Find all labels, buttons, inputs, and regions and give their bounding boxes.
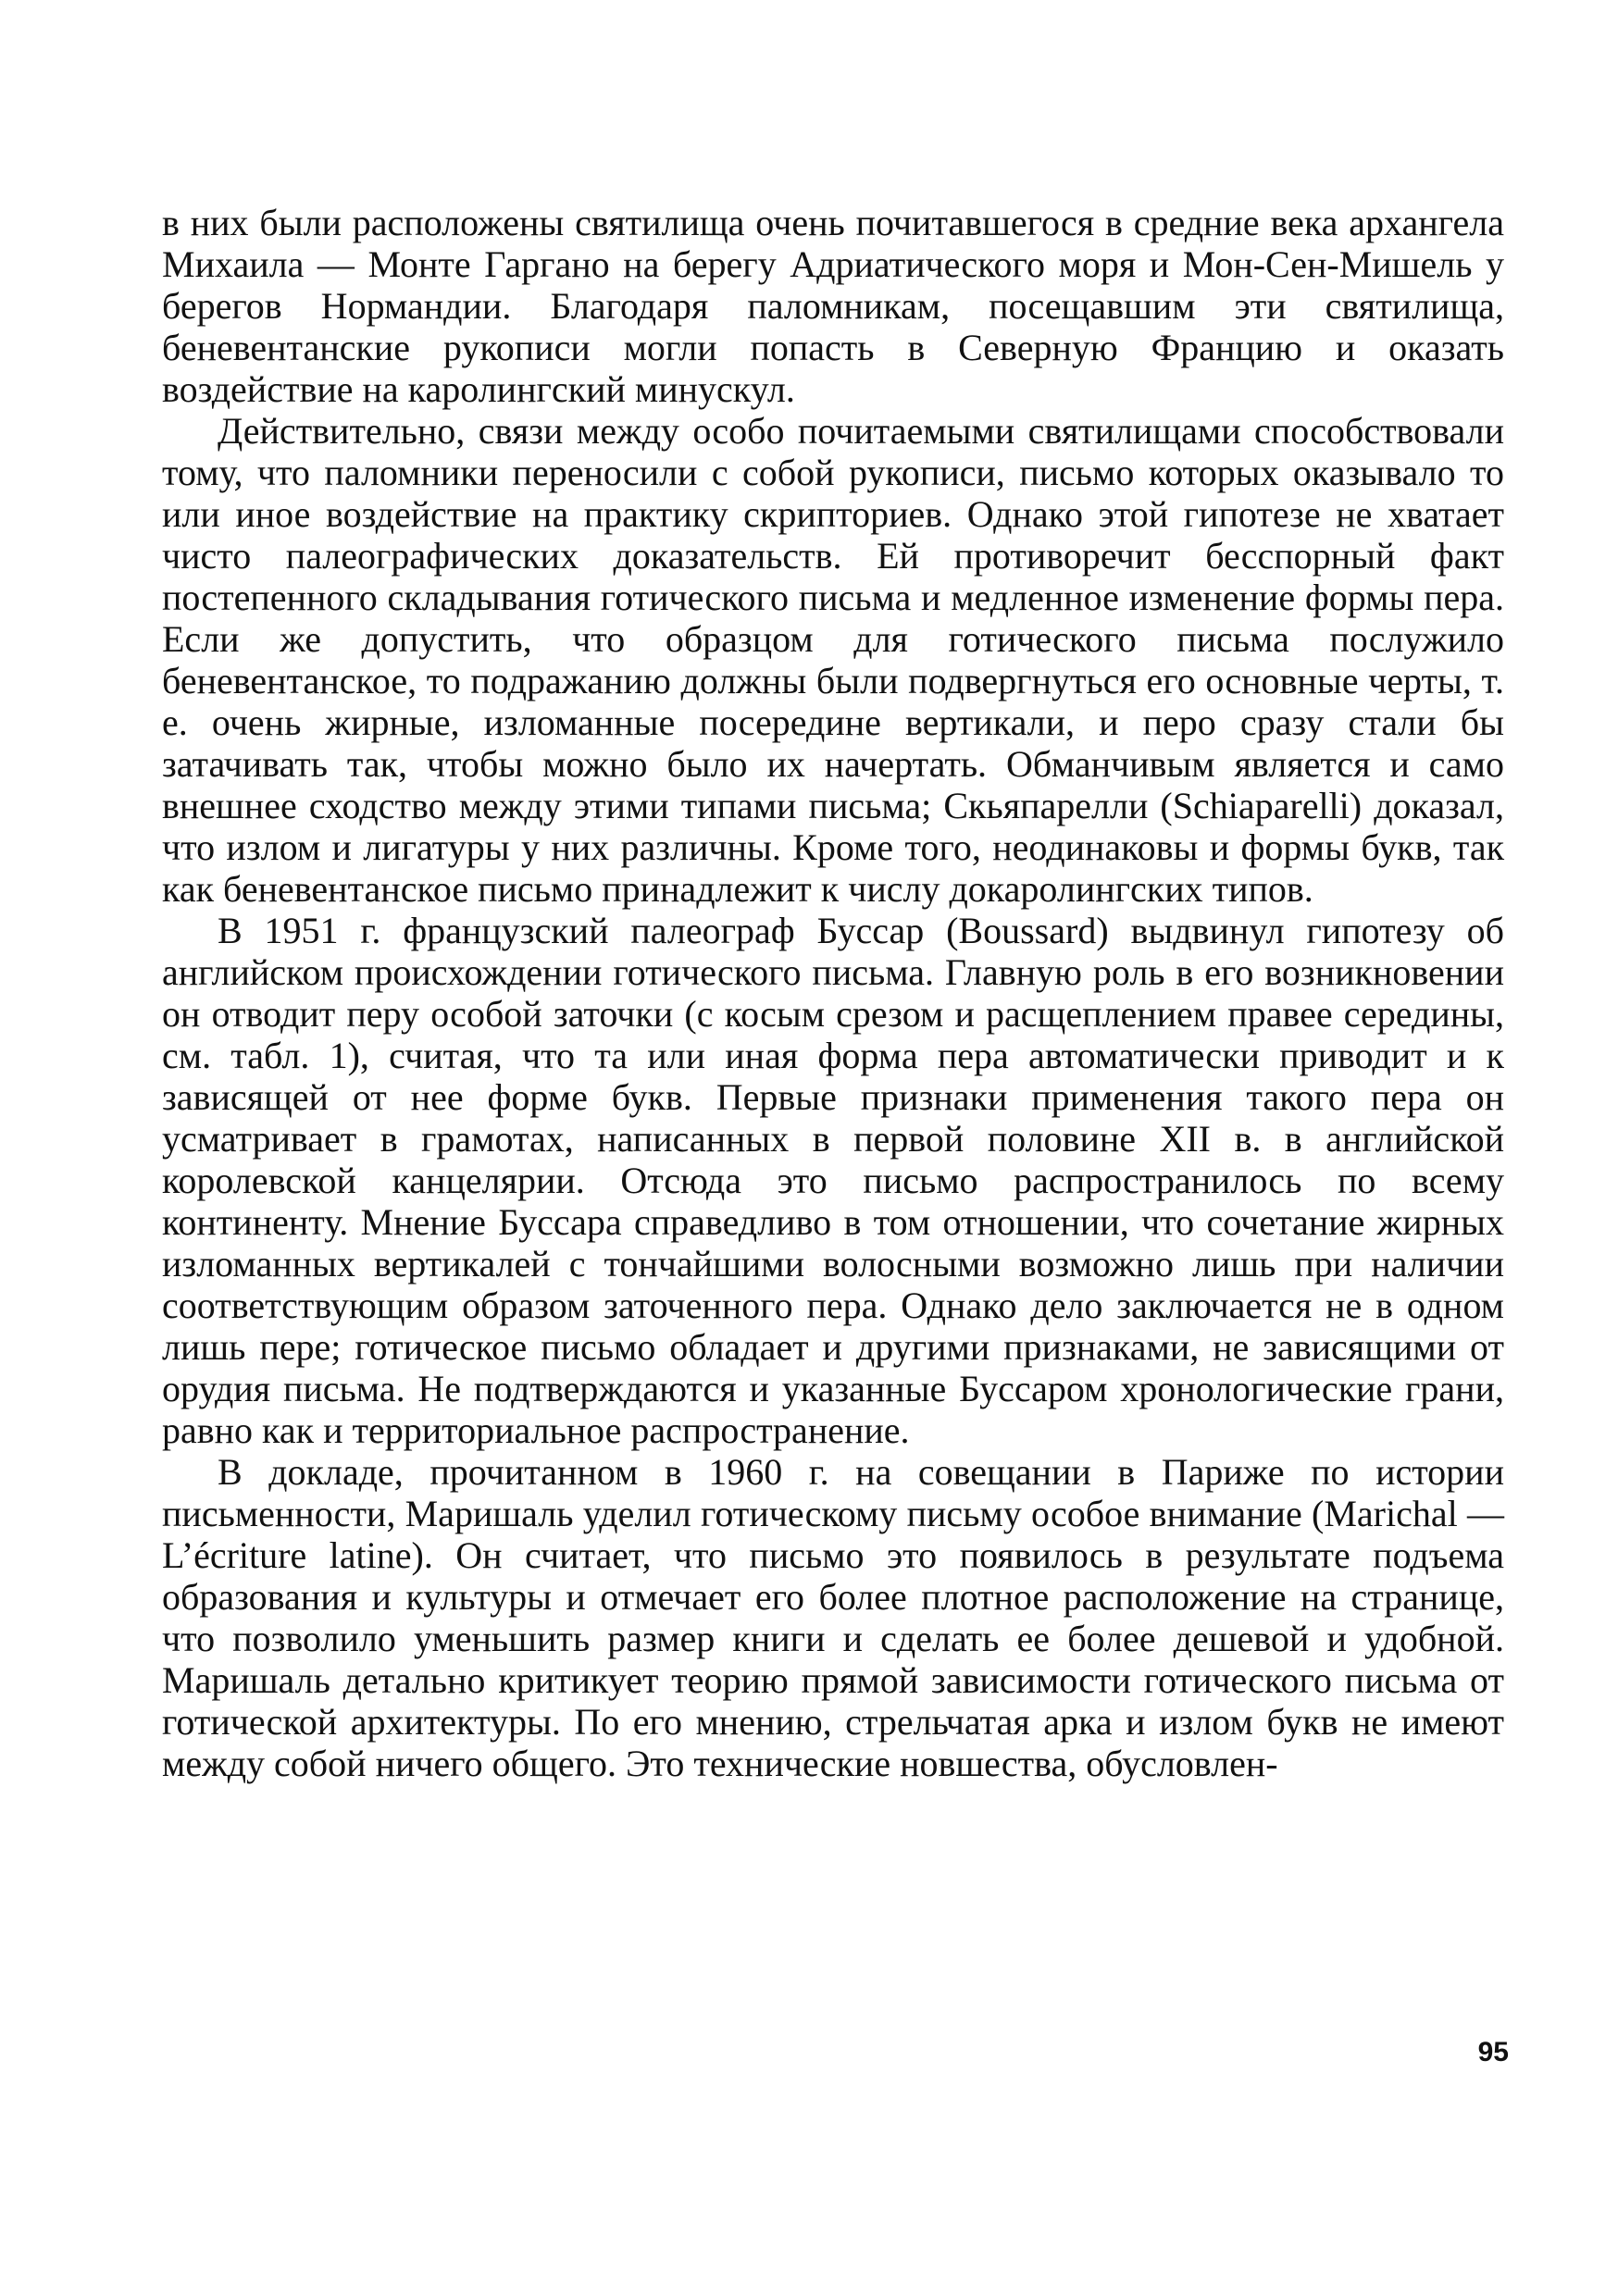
body-text — [162, 202, 1504, 1784]
paragraph-marichal-report: В докладе, прочитанном в 1960 г. на совещании в Париже по истории письменности, Маришаль уделил готическому письму особое внимание (Marichal — L’écriture latine). Он считает, что письмо это появилось в результате подъема образования и культуры и отмечает его более плотное расположение на странице, что позволило уменьшить размер книги и сделать ее более дешевой и удобной. Маришаль детально критикует теорию прямой зависимости готического письма от готической архитектуры. По его мнению, стрельчатая арка и излом букв не имеют между собой ничего общего. Это технические новшества, обусловлен- — [162, 1451, 1504, 1784]
paragraph-boussard-theory: В 1951 г. французский палеограф Буссар (Boussard) выдвинул гипотезу об английском происхождении готического письма. Главную роль в его возникновении он отводит перу особой заточки (с косым срезом и расщеплением правее середины, см. табл. 1), считая, что та или иная форма пера автоматически приводит и к зависящей от нее форме букв. Первые признаки применения такого пера он усматривает в грамотах, написанных в первой половине XII в. в английской королевской канцелярии. Отсюда это письмо распространилось по всему континенту. Мнение Буссара справедливо в том отношении, что сочетание жирных изломанных вертикалей с тончайшими волосными возможно лишь при наличии соответствующим образом заточенного пера. Однако дело заключается не в одном лишь пере; готическое письмо обладает и другими признаками, не зависящими от орудия письма. Не подтверждаются и указанные Буссаром хронологические грани, равно как и территориальное распространение. — [162, 910, 1504, 1451]
paragraph-pilgrim-hypothesis: Действительно, связи между особо почитаемыми святилищами способствовали тому, что паломники переносили с собой рукописи, письмо которых оказывало то или иное воздействие на практику скрипториев. Однако этой гипотезе не хватает чисто палеографических доказательств. Ей противоречит бесспорный факт постепенного складывания готического письма и медленное изменение формы пера. Если же допустить, что образцом для готического письма послужило беневентанское, то подражанию должны были подвергнуться его основные черты, т. е. очень жирные, изломанные посередине вертикали, и перо сразу стали бы затачивать так, чтобы можно было их начертать. Обманчивым является и само внешнее сходство между этими типами письма; Скьяпарелли (Schiaparelli) доказал, что излом и лигатуры у них различны. Кроме того, неодинаковы и формы букв, так как беневентанское письмо принадлежит к числу докаролингских типов. — [162, 410, 1504, 910]
paragraph-continuation: в них были расположены святилища очень почитавшегося в средние века архангела Михаила — Монте Гаргано на берегу Адриатического моря и Мон-Сен-Мишель у берегов Нормандии. Благодаря паломникам, посещавшим эти святилища, беневентанские рукописи могли попасть в Северную Францию и оказать воздействие на каролингский минускул. — [162, 202, 1504, 410]
page-number: 95 — [1477, 2037, 1509, 2067]
